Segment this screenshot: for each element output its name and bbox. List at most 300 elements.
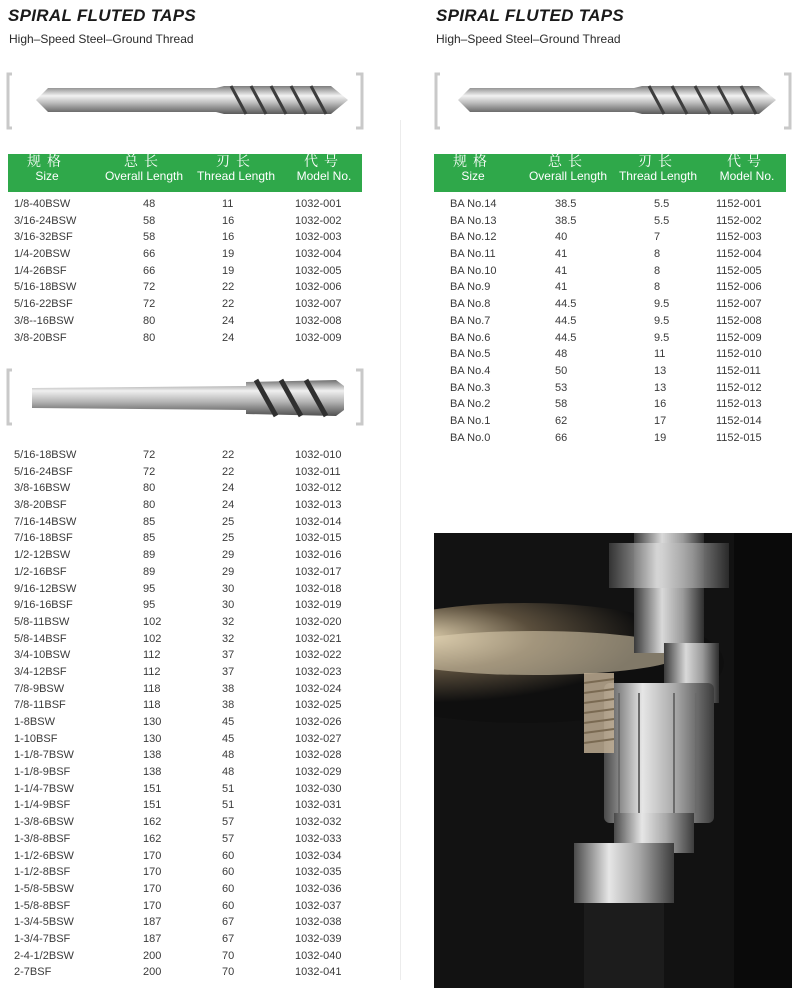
cell-model-no: 1032-002 — [295, 214, 342, 227]
table-row — [8, 480, 362, 497]
cell-model-no: 1032-013 — [295, 499, 342, 512]
cell-overall-length: 118 — [143, 682, 161, 695]
table-row — [434, 380, 786, 397]
cell-size: 1-5/8-8BSF — [14, 899, 71, 912]
cell-model-no: 1032-027 — [295, 732, 342, 745]
cell-thread-length: 37 — [222, 649, 235, 662]
cell-overall-length: 162 — [143, 816, 162, 829]
cell-thread-length: 8 — [654, 248, 661, 261]
header-model-cn: 代号 — [727, 153, 767, 169]
cell-overall-length: 72 — [143, 298, 156, 311]
table-row — [8, 196, 362, 213]
cell-size: 1-1/8-9BSF — [14, 766, 71, 779]
cell-size: 5/16-18BSW — [14, 281, 77, 294]
cell-thread-length: 13 — [654, 364, 667, 377]
header-length-en: Overall Length — [104, 169, 184, 183]
cell-model-no: 1032-007 — [295, 298, 342, 311]
cell-overall-length: 40 — [555, 231, 568, 244]
cell-model-no: 1032-016 — [295, 549, 342, 562]
cell-overall-length: 138 — [143, 766, 162, 779]
cell-model-no: 1032-040 — [295, 949, 342, 962]
header-length-cn: 总长 — [548, 153, 588, 169]
cell-thread-length: 32 — [222, 632, 235, 645]
table-row — [8, 530, 362, 547]
cell-model-no: 1032-028 — [295, 749, 342, 762]
cell-size: BA No.5 — [450, 348, 491, 361]
cell-model-no: 1032-005 — [295, 264, 342, 277]
table-row — [8, 781, 362, 798]
cell-thread-length: 8 — [654, 281, 661, 294]
cell-thread-length: 32 — [222, 615, 235, 628]
cell-overall-length: 151 — [143, 799, 162, 812]
cell-thread-length: 24 — [222, 331, 235, 344]
cell-overall-length: 130 — [143, 716, 162, 728]
cell-size: BA No.6 — [450, 331, 491, 344]
cell-size: 1-3/8-8BSF — [14, 832, 71, 845]
cell-thread-length: 5.5 — [654, 214, 670, 227]
cell-thread-length: 70 — [222, 966, 235, 979]
cell-thread-length: 17 — [654, 414, 667, 427]
cell-size: 1/4-20BSW — [14, 248, 71, 261]
cell-thread-length: 9.5 — [654, 298, 670, 311]
cell-thread-length: 29 — [222, 565, 235, 578]
cell-model-no: 1032-039 — [295, 932, 342, 945]
cell-size: BA No.8 — [450, 298, 491, 311]
table-row — [8, 948, 362, 965]
cell-thread-length: 11 — [654, 348, 666, 361]
cell-overall-length: 170 — [143, 866, 162, 879]
table-row — [8, 514, 362, 531]
table-row — [8, 279, 362, 296]
cell-size: BA No.2 — [450, 398, 491, 411]
machining-photo — [434, 533, 792, 988]
cell-thread-length: 51 — [222, 782, 235, 795]
cell-overall-length: 187 — [143, 932, 162, 945]
right-title: SPIRAL FLUTED TAPS — [436, 6, 625, 25]
cell-size: 1-8BSW — [14, 716, 55, 728]
table-row — [8, 964, 362, 981]
cell-model-no: 1152-009 — [716, 331, 762, 344]
cell-overall-length: 95 — [143, 599, 156, 612]
cell-overall-length: 58 — [143, 231, 156, 244]
right-table-body — [434, 196, 786, 446]
table-row — [8, 697, 362, 714]
cell-size: 1/2-16BSF — [14, 565, 67, 578]
table-row — [8, 631, 362, 648]
cell-overall-length: 95 — [143, 582, 156, 595]
cell-thread-length: 60 — [222, 899, 235, 912]
cell-size: BA No.4 — [450, 364, 491, 377]
cell-size: 1/4-26BSF — [14, 264, 67, 277]
cell-model-no: 1152-010 — [716, 348, 762, 361]
cell-size: 2-4-1/2BSW — [14, 949, 74, 962]
header-length-en: Overall Length — [528, 169, 608, 183]
table-row — [8, 229, 362, 246]
cell-model-no: 1152-005 — [716, 264, 762, 277]
cell-model-no: 1152-014 — [716, 414, 762, 427]
cell-overall-length: 58 — [143, 214, 156, 227]
cell-model-no: 1152-013 — [716, 398, 762, 411]
cell-model-no: 1152-004 — [716, 248, 762, 261]
table-row — [8, 464, 362, 481]
left-table-body-1 — [8, 196, 362, 346]
table-row — [8, 296, 362, 313]
cell-model-no: 1032-009 — [295, 331, 342, 344]
table-row — [8, 213, 362, 230]
cell-size: 3/8-16BSW — [14, 482, 71, 495]
table-row — [434, 413, 786, 430]
cell-thread-length: 38 — [222, 699, 235, 712]
cell-model-no: 1032-006 — [295, 281, 342, 294]
cell-overall-length: 48 — [143, 198, 156, 210]
table-row — [8, 497, 362, 514]
cell-thread-length: 19 — [222, 248, 235, 261]
table-row — [434, 196, 786, 213]
cell-overall-length: 66 — [143, 264, 156, 277]
cell-overall-length: 38.5 — [555, 198, 577, 210]
table-row — [434, 279, 786, 296]
cell-size: BA No.9 — [450, 281, 491, 294]
cell-thread-length: 5.5 — [654, 198, 670, 210]
table-row — [8, 447, 362, 464]
cell-overall-length: 130 — [143, 732, 162, 745]
cell-model-no: 1032-022 — [295, 649, 342, 662]
cell-overall-length: 48 — [555, 348, 568, 361]
cell-size: 9/16-12BSW — [14, 582, 77, 595]
header-size-en: Size — [35, 169, 59, 183]
cell-thread-length: 9.5 — [654, 314, 670, 327]
cell-model-no: 1032-023 — [295, 665, 342, 678]
cell-size: 1-5/8-5BSW — [14, 882, 74, 895]
cell-size: 9/16-16BSF — [14, 599, 73, 612]
cell-model-no: 1032-029 — [295, 766, 342, 779]
cell-model-no: 1032-033 — [295, 832, 342, 845]
table-row — [434, 430, 786, 447]
cell-overall-length: 44.5 — [555, 298, 577, 311]
cell-thread-length: 16 — [654, 398, 667, 411]
table-row — [434, 246, 786, 263]
cell-thread-length: 57 — [222, 816, 235, 829]
cell-size: 1-3/4-7BSF — [14, 932, 71, 945]
cell-thread-length: 22 — [222, 449, 235, 461]
left-table-body-2 — [8, 447, 362, 981]
table-row — [8, 747, 362, 764]
cell-overall-length: 89 — [143, 549, 156, 562]
cell-size: 3/16-24BSW — [14, 214, 77, 227]
cell-thread-length: 60 — [222, 882, 235, 895]
left-table-header — [8, 154, 362, 192]
cell-thread-length: 45 — [222, 732, 235, 745]
cell-overall-length: 72 — [143, 465, 156, 478]
header-model-cn: 代号 — [304, 153, 344, 169]
table-row — [8, 263, 362, 280]
header-thread-cn: 刃长 — [216, 153, 256, 169]
cell-thread-length: 19 — [654, 431, 667, 444]
cell-thread-length: 67 — [222, 916, 235, 929]
cell-overall-length: 41 — [555, 281, 568, 294]
cell-thread-length: 22 — [222, 298, 235, 311]
cell-size: 1-3/8-6BSW — [14, 816, 74, 829]
cell-overall-length: 162 — [143, 832, 162, 845]
cell-overall-length: 80 — [143, 331, 156, 344]
cell-overall-length: 41 — [555, 248, 568, 261]
header-model-en: Model No. — [719, 169, 775, 183]
cell-overall-length: 53 — [555, 381, 568, 394]
cell-size: 7/8-9BSW — [14, 682, 65, 695]
cell-size: 7/8-11BSF — [14, 699, 66, 712]
tap-image-small — [6, 70, 368, 132]
cell-model-no: 1032-012 — [295, 482, 342, 495]
cell-thread-length: 37 — [222, 665, 235, 678]
cell-size: 3/4-12BSF — [14, 665, 67, 678]
table-row — [8, 330, 362, 347]
cell-thread-length: 30 — [222, 599, 235, 612]
cell-thread-length: 9.5 — [654, 331, 670, 344]
cell-model-no: 1032-003 — [295, 231, 342, 244]
cell-overall-length: 58 — [555, 398, 568, 411]
cell-model-no: 1032-038 — [295, 916, 342, 929]
column-divider — [400, 120, 401, 980]
cell-model-no: 1152-015 — [716, 431, 762, 444]
cell-size: BA No.0 — [450, 431, 491, 444]
table-row — [8, 914, 362, 931]
table-row — [8, 597, 362, 614]
cell-size: 7/16-14BSW — [14, 515, 77, 528]
cell-thread-length: 67 — [222, 932, 235, 945]
cell-model-no: 1032-001 — [295, 198, 342, 210]
cell-model-no: 1032-008 — [295, 314, 342, 327]
cell-model-no: 1152-001 — [716, 198, 762, 210]
cell-overall-length: 62 — [555, 414, 568, 427]
cell-overall-length: 200 — [143, 966, 162, 979]
cell-overall-length: 72 — [143, 281, 156, 294]
cell-overall-length: 102 — [143, 615, 162, 628]
cell-model-no: 1152-012 — [716, 381, 762, 394]
cell-thread-length: 19 — [222, 264, 235, 277]
cell-overall-length: 112 — [143, 665, 161, 678]
cell-size: BA No.1 — [450, 414, 491, 427]
table-row — [434, 363, 786, 380]
header-thread-en: Thread Length — [196, 169, 276, 183]
cell-model-no: 1032-026 — [295, 716, 342, 728]
cell-size: 5/16-18BSW — [14, 449, 77, 461]
cell-overall-length: 85 — [143, 532, 156, 545]
cell-thread-length: 25 — [222, 515, 235, 528]
cell-size: 3/16-32BSF — [14, 231, 73, 244]
table-row — [8, 581, 362, 598]
tap-image-ba — [434, 70, 796, 132]
table-row — [8, 848, 362, 865]
cell-thread-length: 24 — [222, 499, 235, 512]
cell-overall-length: 170 — [143, 849, 162, 862]
cell-size: 5/8-11BSW — [14, 615, 70, 628]
cell-overall-length: 102 — [143, 632, 162, 645]
cell-thread-length: 51 — [222, 799, 235, 812]
cell-model-no: 1032-015 — [295, 532, 342, 545]
cell-thread-length: 60 — [222, 866, 235, 879]
cell-thread-length: 70 — [222, 949, 235, 962]
cell-overall-length: 170 — [143, 882, 162, 895]
cell-size: 3/4-10BSW — [14, 649, 71, 662]
cell-model-no: 1032-011 — [295, 465, 341, 478]
cell-thread-length: 60 — [222, 849, 235, 862]
cell-model-no: 1152-011 — [716, 364, 761, 377]
cell-overall-length: 80 — [143, 482, 156, 495]
cell-size: 5/16-22BSF — [14, 298, 73, 311]
cell-overall-length: 72 — [143, 449, 156, 461]
table-row — [434, 396, 786, 413]
table-row — [8, 931, 362, 948]
cell-size: BA No.10 — [450, 264, 497, 277]
cell-model-no: 1032-030 — [295, 782, 342, 795]
cell-thread-length: 24 — [222, 314, 235, 327]
cell-thread-length: 16 — [222, 231, 235, 244]
cell-model-no: 1032-041 — [295, 966, 342, 979]
cell-overall-length: 44.5 — [555, 314, 577, 327]
header-size-cn: 规格 — [27, 153, 67, 169]
cell-thread-length: 29 — [222, 549, 235, 562]
cell-model-no: 1152-003 — [716, 231, 762, 244]
cell-size: 3/8--16BSW — [14, 314, 74, 327]
table-row — [8, 246, 362, 263]
header-size-cn: 规格 — [453, 153, 493, 169]
cell-size: BA No.12 — [450, 231, 497, 244]
cell-model-no: 1032-019 — [295, 599, 342, 612]
cell-size: 1-10BSF — [14, 732, 58, 745]
cell-model-no: 1152-006 — [716, 281, 762, 294]
cell-thread-length: 57 — [222, 832, 235, 845]
cell-thread-length: 13 — [654, 381, 667, 394]
table-row — [8, 898, 362, 915]
cell-size: 5/16-24BSF — [14, 465, 73, 478]
table-row — [8, 831, 362, 848]
cell-model-no: 1032-014 — [295, 515, 342, 528]
cell-overall-length: 112 — [143, 649, 161, 662]
cell-size: 3/8-20BSF — [14, 499, 67, 512]
cell-model-no: 1032-010 — [295, 449, 342, 461]
table-row — [8, 714, 362, 731]
table-row — [8, 764, 362, 781]
cell-model-no: 1152-002 — [716, 214, 762, 227]
table-row — [8, 647, 362, 664]
cell-size: 1-1/2-6BSW — [14, 849, 74, 862]
cell-size: 1-1/8-7BSW — [14, 749, 74, 762]
cell-size: 1/2-12BSW — [14, 549, 71, 562]
header-thread-en: Thread Length — [618, 169, 698, 183]
header-length-cn: 总长 — [124, 153, 164, 169]
cell-size: BA No.7 — [450, 314, 491, 327]
cell-size: 7/16-18BSF — [14, 532, 73, 545]
cell-size: 1-1/4-9BSF — [14, 799, 71, 812]
cell-model-no: 1032-031 — [295, 799, 342, 812]
left-title: SPIRAL FLUTED TAPS — [8, 6, 197, 25]
table-row — [8, 664, 362, 681]
cell-model-no: 1032-025 — [295, 699, 342, 712]
table-row — [8, 797, 362, 814]
table-row — [434, 213, 786, 230]
cell-size: 3/8-20BSF — [14, 331, 67, 344]
header-thread-cn: 刃长 — [638, 153, 678, 169]
cell-overall-length: 66 — [555, 431, 568, 444]
cell-model-no: 1032-017 — [295, 565, 342, 578]
cell-thread-length: 16 — [222, 214, 235, 227]
table-row — [434, 229, 786, 246]
header-size-en: Size — [461, 169, 485, 183]
cell-model-no: 1032-034 — [295, 849, 342, 862]
cell-thread-length: 22 — [222, 465, 235, 478]
cell-overall-length: 38.5 — [555, 214, 577, 227]
cell-overall-length: 85 — [143, 515, 156, 528]
cell-overall-length: 170 — [143, 899, 162, 912]
cell-thread-length: 48 — [222, 766, 235, 779]
left-subtitle: High–Speed Steel–Ground Thread — [9, 32, 194, 46]
table-row — [8, 681, 362, 698]
cell-thread-length: 48 — [222, 749, 235, 762]
table-row — [434, 346, 786, 363]
tap-image-large — [6, 366, 368, 428]
cell-size: BA No.3 — [450, 381, 491, 394]
table-row — [434, 313, 786, 330]
cell-overall-length: 50 — [555, 364, 568, 377]
cell-overall-length: 66 — [143, 248, 156, 261]
cell-overall-length: 187 — [143, 916, 162, 929]
cell-thread-length: 8 — [654, 264, 661, 277]
cell-size: 1-3/4-5BSW — [14, 916, 74, 929]
cell-overall-length: 44.5 — [555, 331, 577, 344]
cell-model-no: 1152-007 — [716, 298, 762, 311]
table-row — [8, 614, 362, 631]
cell-overall-length: 138 — [143, 749, 162, 762]
table-row — [8, 814, 362, 831]
cell-size: 5/8-14BSF — [14, 632, 67, 645]
table-row — [8, 313, 362, 330]
table-row — [8, 864, 362, 881]
cell-thread-length: 25 — [222, 532, 235, 545]
cell-model-no: 1032-018 — [295, 582, 342, 595]
table-row — [434, 296, 786, 313]
table-row — [434, 263, 786, 280]
cell-overall-length: 151 — [143, 782, 162, 795]
cell-model-no: 1152-008 — [716, 314, 762, 327]
cell-model-no: 1032-024 — [295, 682, 342, 695]
table-row — [8, 881, 362, 898]
cell-model-no: 1032-032 — [295, 816, 342, 829]
cell-thread-length: 24 — [222, 482, 235, 495]
table-row — [8, 731, 362, 748]
cell-size: BA No.14 — [450, 198, 497, 210]
cell-model-no: 1032-021 — [295, 632, 342, 645]
cell-overall-length: 118 — [143, 699, 161, 712]
cell-model-no: 1032-020 — [295, 615, 342, 628]
cell-thread-length: 38 — [222, 682, 235, 695]
cell-size: 2-7BSF — [14, 966, 52, 979]
cell-overall-length: 80 — [143, 499, 156, 512]
cell-thread-length: 45 — [222, 716, 235, 728]
right-subtitle: High–Speed Steel–Ground Thread — [436, 32, 621, 46]
cell-size: 1/8-40BSW — [14, 198, 71, 210]
cell-model-no: 1032-004 — [295, 248, 342, 261]
cell-model-no: 1032-036 — [295, 882, 342, 895]
cell-size: 1-1/4-7BSW — [14, 782, 74, 795]
cell-size: BA No.13 — [450, 214, 497, 227]
header-model-en: Model No. — [296, 169, 352, 183]
cell-size: BA No.11 — [450, 248, 496, 261]
cell-thread-length: 30 — [222, 582, 235, 595]
cell-thread-length: 22 — [222, 281, 235, 294]
table-row — [8, 564, 362, 581]
cell-model-no: 1032-035 — [295, 866, 342, 879]
cell-overall-length: 89 — [143, 565, 156, 578]
